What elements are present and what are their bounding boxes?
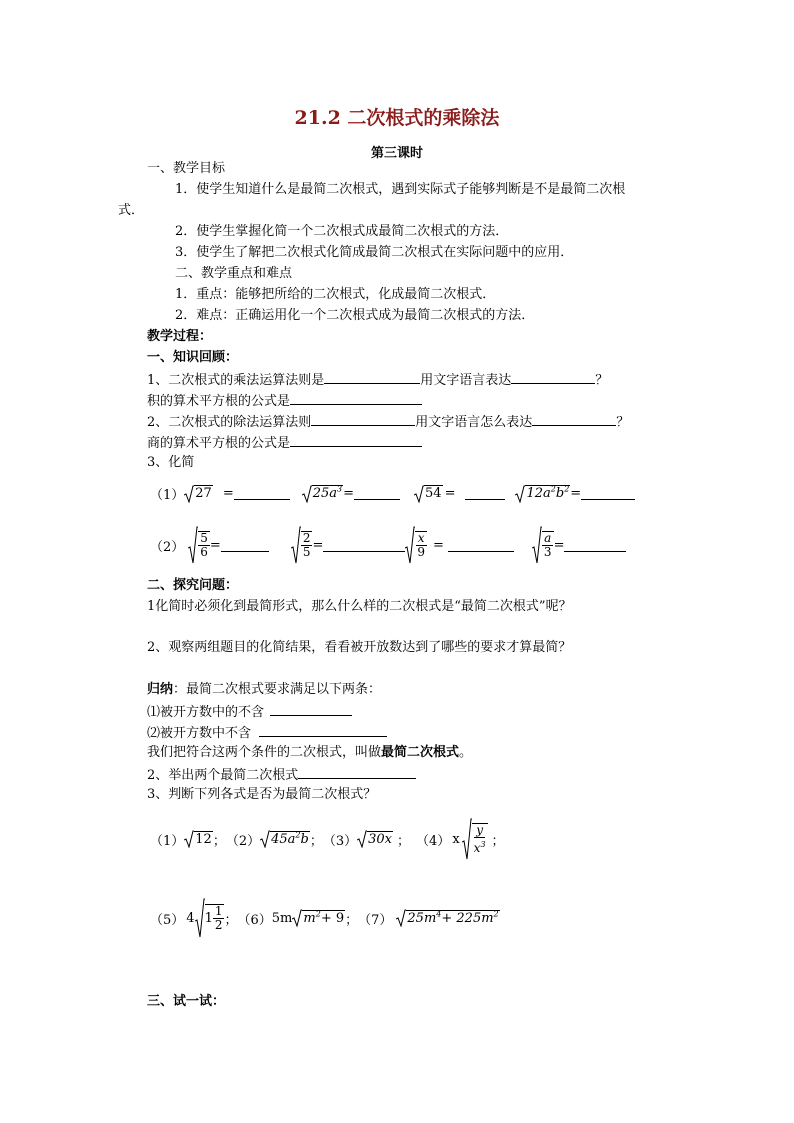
radicand: [525, 485, 570, 501]
sqrt-expression: [302, 485, 343, 503]
numerator: a: [544, 531, 552, 545]
sqrt-expression: [357, 830, 393, 848]
radicand-tail: + 225m: [441, 910, 494, 926]
whole-part: 1: [204, 910, 213, 926]
separator: ；: [397, 833, 411, 849]
radical-sign-icon: [396, 909, 406, 927]
numerator: 2: [302, 531, 311, 545]
numerator: y: [476, 823, 483, 837]
example-3-text: 3、判断下列各式是否为最简二次根式？: [147, 787, 377, 802]
example-2-line: [147, 766, 416, 784]
denominator-base: x: [473, 841, 481, 855]
radical-sign-icon: [532, 526, 542, 564]
denominator: 6: [200, 545, 208, 559]
judge-row-1: [150, 818, 505, 860]
separator: ；: [345, 912, 359, 928]
radicand: [406, 910, 499, 926]
radical-sign-icon: [462, 818, 472, 860]
sqrt-fraction: [291, 526, 313, 564]
radical-sign-icon: [414, 485, 424, 503]
review-q1-line: [147, 371, 608, 389]
radicand-base: b: [555, 486, 565, 501]
review-q1-formula-line: [147, 392, 422, 410]
condition-1-text: ⑴被开方数中的不含: [147, 705, 265, 720]
summary-label: 归纳: [147, 682, 174, 697]
judge-row-2: [150, 898, 500, 938]
definition-line: [147, 745, 472, 761]
objectives-heading: 一、教学目标: [147, 161, 226, 176]
review-q1-formula-text: 积的算术平方根的公式是: [147, 394, 291, 409]
sqrt-expression: [184, 830, 213, 848]
answer-blank[interactable]: [298, 766, 416, 779]
denominator: 3: [543, 545, 552, 559]
radicand: [312, 485, 343, 501]
answer-blank[interactable]: [290, 434, 422, 447]
summary-line: [147, 682, 381, 698]
review-q1-text-b: 用文字语言表达: [420, 373, 512, 388]
row-2-label: （2）: [150, 539, 185, 555]
summary-text: ：最简二次根式要求满足以下两条：: [173, 682, 382, 697]
denominator: 2: [214, 917, 223, 932]
item-label: （3）: [322, 833, 358, 849]
radical-sign-icon: [195, 898, 205, 938]
separator: ；: [491, 833, 505, 849]
radicand-base: 25a: [312, 486, 338, 501]
sqrt-fraction: [462, 818, 488, 860]
row-1-label: （1）: [150, 488, 185, 503]
radicand: 27: [195, 486, 212, 501]
answer-blank[interactable]: [354, 487, 400, 500]
separator: ；: [212, 833, 226, 849]
denominator: [472, 838, 488, 855]
coefficient: 5m: [271, 910, 293, 926]
answer-blank[interactable]: [581, 487, 635, 500]
review-q2-line: [147, 413, 629, 431]
answer-blank[interactable]: [324, 371, 420, 384]
answer-blank[interactable]: [564, 539, 626, 552]
objective-3: 3．使学生了解把二次根式化简成最简二次根式在实际问题中的应用．: [175, 245, 574, 260]
sqrt-expression: [414, 485, 443, 503]
sqrt-expression: [396, 909, 499, 927]
item-label: （1）: [150, 833, 185, 849]
simplify-row-1: （1） 27 = $25a^3$ = 54 = $12a^2b^2$ =: [150, 484, 635, 503]
sqrt-expression: [515, 485, 570, 503]
radicand: 30x: [368, 831, 393, 847]
coefficient: 4: [186, 910, 195, 926]
sqrt-expression: [184, 485, 213, 503]
item-label: （2）: [225, 833, 261, 849]
review-q1-text: 1、二次根式的乘法运算法则是: [147, 373, 325, 388]
try-heading: 三、试一试：: [147, 994, 226, 1009]
sqrt-fraction: [532, 526, 554, 564]
radical-sign-icon: [291, 526, 301, 564]
example-2-text: 2、举出两个最简二次根式: [147, 768, 299, 783]
sqrt-fraction: [188, 526, 210, 564]
review-q2-formula-line: [147, 434, 422, 452]
key-point-1: 1．重点：能够把所给的二次根式，化成最简二次根式．: [175, 287, 496, 302]
review-q2-end: ？: [616, 415, 630, 430]
answer-blank[interactable]: [311, 413, 415, 426]
condition-1-line: [147, 703, 352, 721]
radical-sign-icon: [515, 485, 525, 503]
answer-blank[interactable]: [290, 392, 422, 405]
radicand-base: 25m: [407, 910, 437, 926]
item-label: （5）: [150, 912, 185, 928]
sqrt-expression: [292, 909, 345, 927]
condition-2-line: [147, 724, 387, 742]
definition-text: 我们把符合这两个条件的二次根式，叫做: [147, 745, 382, 760]
numerator: 1: [214, 903, 223, 918]
exponent: 2: [493, 909, 499, 919]
definition-end: 。: [459, 745, 473, 760]
radicand-base: m: [303, 910, 316, 926]
radicand: [302, 910, 345, 926]
review-q2-text-b: 用文字语言怎么表达: [415, 415, 533, 430]
radical-sign-icon: [184, 485, 194, 503]
radicand: 54: [425, 486, 442, 501]
explore-heading: 二、探究问题：: [147, 578, 239, 593]
radical-sign-icon: [405, 526, 415, 564]
answer-blank[interactable]: [221, 539, 269, 552]
sqrt-expression: [260, 830, 310, 848]
separator: ；: [224, 912, 238, 928]
denominator: 9: [417, 545, 426, 559]
review-q1-end: ？: [595, 373, 609, 388]
answer-blank[interactable]: [234, 487, 290, 500]
answer-blank[interactable]: [448, 539, 514, 552]
numerator: 5: [200, 531, 208, 545]
page-subtitle: 第三课时: [370, 146, 423, 161]
radical-sign-icon: [292, 909, 302, 927]
radical-sign-icon: [302, 485, 312, 503]
answer-blank[interactable]: [465, 487, 505, 500]
review-q3: 3、化简: [147, 455, 195, 470]
exponent: 2: [550, 484, 556, 494]
radical-sign-icon: [188, 526, 198, 564]
radicand-base: b: [300, 831, 309, 847]
sqrt-fraction: [405, 526, 427, 564]
answer-blank[interactable]: [270, 703, 352, 716]
item-label: （6）: [237, 912, 272, 928]
coefficient: x: [452, 831, 460, 847]
simplify-row-2: （2） $\frac{5}{6}$ = $\frac{2}{5}$ = $\frac{x}{9}$ = $\frac{a}{3}$ =: [150, 526, 626, 564]
exponent: 4: [436, 909, 442, 919]
objective-2: 2．使学生掌握化简一个二次根式成最简二次根式的方法．: [175, 224, 509, 239]
item-label: （7）: [358, 912, 393, 928]
denominator: 5: [302, 545, 311, 559]
radicand: [270, 831, 310, 847]
answer-blank[interactable]: [323, 539, 405, 552]
exponent: 3: [337, 484, 343, 494]
separator: ；: [309, 833, 323, 849]
radicand-tail: + 9: [320, 910, 345, 926]
answer-blank[interactable]: [259, 724, 387, 737]
page-title: 21.2 二次根式的乘除法: [294, 107, 500, 129]
exponent: 2: [295, 830, 301, 840]
radical-sign-icon: [260, 830, 270, 848]
sqrt-mixed-number: [195, 898, 225, 938]
exponent: 2: [564, 484, 570, 494]
process-heading: 教学过程：: [147, 329, 213, 344]
keypoints-heading: 二、教学重点和难点: [175, 266, 293, 281]
answer-blank[interactable]: [511, 371, 595, 384]
radicand-base: 45a: [271, 831, 296, 847]
radicand: 12: [195, 831, 212, 847]
answer-blank[interactable]: [532, 413, 616, 426]
review-q2-text: 2、二次根式的除法运算法则: [147, 415, 312, 430]
explore-question-2: 2、观察两组题目的化简结果，看看被开放数达到了哪些的要求才算最简？: [147, 640, 572, 655]
exponent: 3: [480, 840, 486, 849]
review-q2-formula-text: 商的算术平方根的公式是: [147, 436, 291, 451]
radical-sign-icon: [357, 830, 367, 848]
exponent: 2: [315, 909, 321, 919]
key-point-2: 2．难点：正确运用化一个二次根式成为最简二次根式的方法．: [175, 308, 535, 323]
numerator: x: [417, 531, 425, 545]
radical-sign-icon: [184, 830, 194, 848]
explore-question-1: 1化简时必须化到最简形式，那么什么样的二次根式是“最简二次根式”呢？: [147, 599, 572, 614]
review-heading: 一、知识回顾：: [147, 350, 239, 365]
radicand-base: 12a: [526, 486, 551, 501]
objective-1-line-2: 式．: [118, 203, 145, 218]
condition-2-text: ⑵被开方数中不含: [147, 726, 252, 741]
definition-term: 最简二次根式: [381, 745, 460, 760]
item-label: （4）: [416, 833, 451, 849]
objective-1-line-1: 1．使学生知道什么是最简二次根式，遇到实际式子能够判断是不是最简二次根: [175, 182, 626, 197]
